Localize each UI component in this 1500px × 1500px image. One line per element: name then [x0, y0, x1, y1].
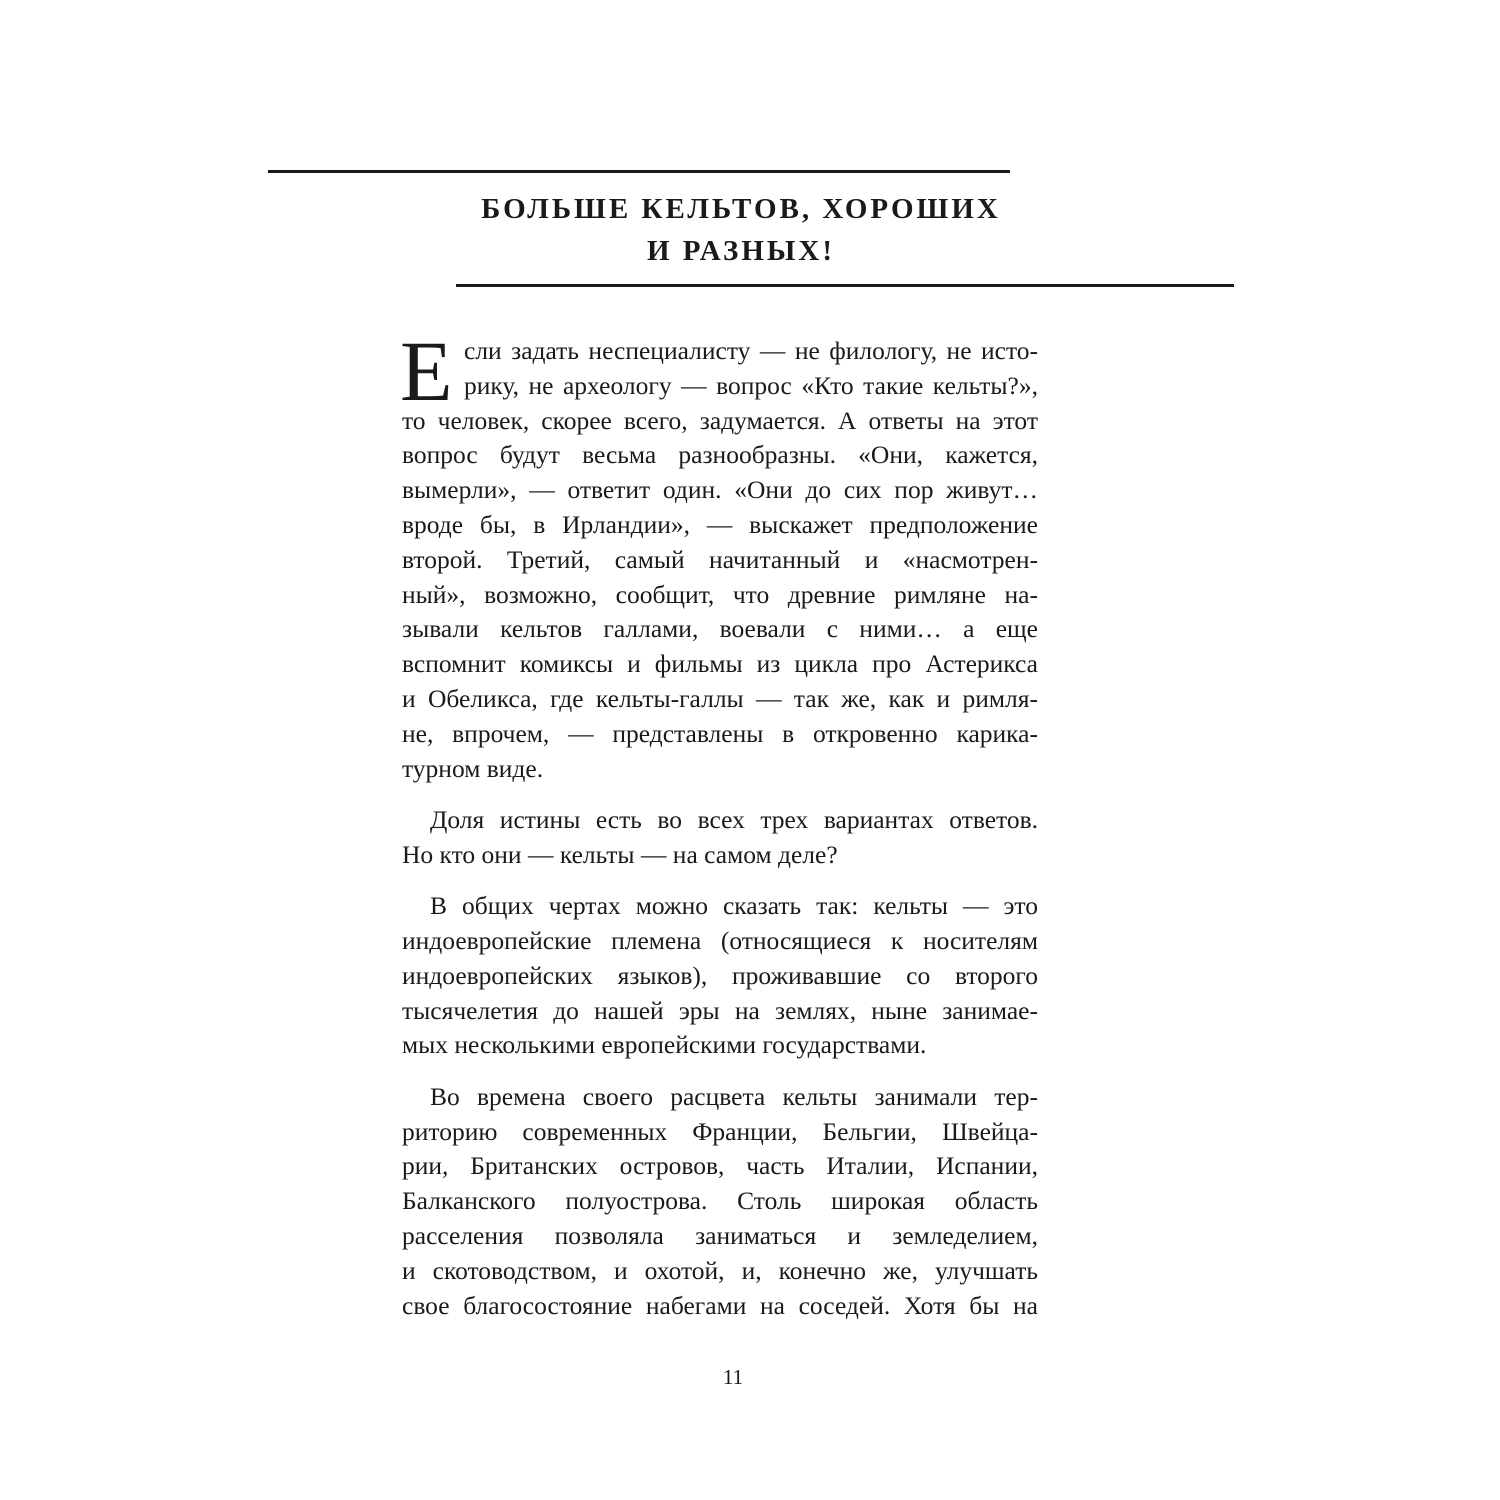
text-line: свое благосостояние набегами на соседей. Хотя бы на	[402, 1290, 1038, 1320]
text-line: рии, Британских островов, часть Италии, Испании,	[402, 1151, 1038, 1181]
text-line: индоевропейских языков), проживавшие со второго	[402, 960, 1038, 990]
title-top-rule	[268, 170, 1010, 173]
text-line: Во времена своего расцвета кельты занимали тер-	[430, 1081, 1038, 1111]
text-line: В общих чертах можно сказать так: кельты — это	[430, 891, 1038, 921]
text-line: индоевропейские племена (относящиеся к носителям	[402, 925, 1038, 955]
text-line: Но кто они — кельты — на самом деле?	[402, 839, 838, 869]
text-line: и скотоводством, и охотой, и, конечно же, улучшать	[402, 1255, 1038, 1285]
text-line: вспомнит комиксы и фильмы из цикла про Астерикса	[402, 649, 1038, 679]
text-line: турном виде.	[402, 753, 544, 783]
text-line: Балканского полуострова. Столь широкая область	[402, 1186, 1038, 1216]
paragraph-3	[402, 889, 1038, 1063]
text-line: риторию современных Франции, Бельгии, Швейца-	[402, 1116, 1038, 1146]
paragraph-2	[402, 803, 1038, 873]
page-number: 11	[722, 1365, 744, 1389]
chapter-title-line-1: БОЛЬШЕ КЕЛЬТОВ, ХОРОШИХ	[481, 193, 1001, 225]
text-line: вымерли», — ответит один. «Они до сих пор живут…	[402, 475, 1038, 505]
text-line: ный», возможно, сообщит, что древние римляне на-	[402, 579, 1038, 609]
body-text	[400, 323, 1038, 1323]
text-line: рику, не археологу — вопрос «Кто такие кельты?»,	[464, 370, 1038, 400]
text-line: сли задать неспециалисту — не филологу, не исто-	[464, 336, 1038, 365]
drop-cap: Е	[400, 323, 453, 419]
text-line: и Обеликса, где кельты-галлы — так же, как и римля-	[402, 683, 1038, 713]
text-line: вроде бы, в Ирландии», — выскажет предположение	[402, 509, 1038, 539]
paragraph-1	[400, 323, 1038, 786]
text-line: вопрос будут весьма разнообразны. «Они, кажется,	[402, 440, 1038, 470]
chapter-title	[420, 188, 1062, 272]
text-line: тысячелетия до нашей эры на землях, ныне занимае-	[402, 995, 1038, 1025]
chapter-title-line-2: И РАЗНЫХ!	[647, 235, 835, 267]
text-line: расселения позволяла заниматься и земледелием,	[402, 1220, 1038, 1250]
paragraph-4	[402, 1080, 1038, 1324]
text-line: Доля истины есть во всех трех вариантах ответов.	[430, 804, 1038, 834]
text-line: второй. Третий, самый начитанный и «насмотрен-	[402, 544, 1038, 574]
text-line: не, впрочем, — представлены в откровенно карика-	[402, 718, 1038, 748]
text-line: мых несколькими европейскими государствами.	[402, 1030, 927, 1060]
text-line: зывали кельтов галлами, воевали с ними… а еще	[402, 614, 1038, 644]
title-bottom-rule	[456, 284, 1234, 287]
text-line: то человек, скорее всего, задумается. А ответы на этот	[402, 405, 1038, 435]
